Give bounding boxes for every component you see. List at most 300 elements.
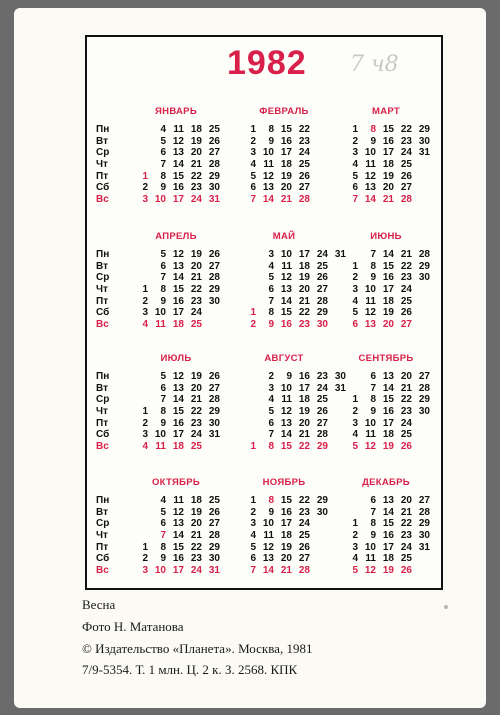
date-cell: 6 [268,284,274,296]
date-cell: 22 [190,541,202,553]
date-cell: 3 [250,518,256,530]
date-cell: 8 [268,495,274,506]
date-cell: 4 [352,295,358,307]
date-cell: 4 [142,319,148,331]
week-row [340,518,432,530]
date-cell: 24 [400,147,412,159]
date-cell: 30 [418,135,430,147]
week-row [238,565,330,577]
date-cell: 10 [154,429,166,441]
date-cell: 29 [418,124,430,135]
date-cell: 9 [286,371,292,382]
date-cell: 23 [316,371,328,382]
date-cell: 1 [250,124,256,135]
month-name: ФЕВРАЛЬ [259,106,309,117]
date-cell: 6 [250,182,256,194]
date-cell: 30 [316,319,328,331]
week-row [340,171,432,183]
date-cell: 16 [280,506,292,518]
weekday-label: Чт [96,406,108,418]
week-row [340,530,432,542]
date-cell: 16 [172,553,184,565]
date-cell: 12 [172,135,184,147]
week-row [130,307,222,319]
date-cell: 25 [400,295,412,307]
date-cell: 30 [418,530,430,542]
date-cell: 20 [400,371,412,382]
week-row [130,441,222,453]
date-cell: 14 [364,194,376,206]
date-cell: 25 [298,530,310,542]
date-cell: 5 [160,506,166,518]
date-cell: 25 [316,260,328,272]
date-cell: 5 [352,565,358,577]
date-cell: 1 [352,518,358,530]
date-cell: 28 [208,394,220,406]
date-cell: 16 [382,272,394,284]
date-cell: 17 [298,382,310,394]
date-cell: 14 [172,530,184,542]
weekday-label: Вс [96,441,109,453]
date-cell: 16 [172,417,184,429]
date-cell: 1 [250,441,256,453]
date-cell: 15 [382,518,394,530]
date-cell: 24 [190,307,202,319]
date-cell: 7 [370,506,376,518]
date-cell: 17 [172,307,184,319]
date-cell: 9 [160,182,166,194]
week-row [238,530,330,542]
date-cell: 8 [160,541,166,553]
month-4 [238,231,346,331]
date-cell: 28 [316,429,328,441]
date-cell: 13 [382,495,394,506]
weekday-label: Пт [96,417,109,429]
date-cell: 25 [400,429,412,441]
date-cell: 16 [280,319,292,331]
week-row [130,383,222,395]
date-cell: 14 [280,295,292,307]
week-row [340,182,432,194]
date-cell: 3 [268,249,274,260]
date-cell: 18 [382,159,394,171]
week-row [238,371,346,383]
weekday-label: Сб [96,182,110,194]
month-9 [130,477,222,577]
date-cell: 7 [268,295,274,307]
date-cell: 7 [160,530,166,542]
date-cell: 19 [280,541,292,553]
date-cell: 2 [268,371,274,382]
week-row [130,530,222,542]
date-cell: 22 [400,518,412,530]
month-7 [238,353,346,453]
date-cell: 31 [418,541,430,553]
date-cell: 28 [400,194,412,206]
date-cell: 17 [172,429,184,441]
week-row [130,553,222,565]
week-row [340,418,432,430]
date-cell: 31 [334,382,346,394]
date-cell: 19 [298,406,310,418]
date-cell: 18 [298,394,310,406]
week-row [130,124,222,136]
date-cell: 14 [172,394,184,406]
date-cell: 9 [370,272,376,284]
date-cell: 24 [316,249,328,260]
date-cell: 15 [280,495,292,506]
date-cell: 2 [142,417,148,429]
date-cell: 29 [316,495,328,506]
date-cell: 27 [316,417,328,429]
date-cell: 19 [382,170,394,182]
week-row [238,418,330,430]
date-cell: 17 [298,249,310,260]
week-row [340,124,432,136]
date-cell: 18 [280,159,292,171]
date-cell: 2 [142,295,148,307]
date-cell: 23 [400,135,412,147]
date-cell: 7 [250,565,256,577]
date-cell: 15 [172,406,184,418]
date-cell: 24 [190,565,202,577]
week-row [238,272,330,284]
date-cell: 7 [160,159,166,171]
week-row [340,296,432,308]
date-cell: 16 [280,135,292,147]
week-row [238,136,330,148]
date-cell: 18 [172,441,184,453]
week-row [238,284,330,296]
weekday-label: Вс [96,194,109,206]
week-row [340,406,432,418]
date-cell: 29 [208,170,220,182]
date-cell: 6 [160,260,166,272]
weekday-label: Сб [96,429,110,441]
month-name: ОКТЯБРЬ [151,477,201,488]
date-cell: 23 [298,135,310,147]
date-cell: 20 [400,495,412,506]
weekday-label: Вс [96,319,109,331]
date-cell: 12 [262,541,274,553]
date-cell: 24 [400,284,412,296]
date-cell: 26 [298,170,310,182]
week-row [238,171,330,183]
date-cell: 1 [142,406,148,418]
week-row [238,542,330,554]
date-cell: 4 [142,441,148,453]
date-cell: 22 [190,284,202,296]
footer-print-info: 7/9-5354. Т. 1 млн. Ц. 2 к. З. 2568. КПК [82,662,298,677]
date-cell: 25 [316,394,328,406]
date-cell: 17 [382,147,394,159]
date-cell: 29 [208,541,220,553]
date-cell: 5 [250,541,256,553]
week-row [340,542,432,554]
date-cell: 1 [142,170,148,182]
month-name: МАРТ [372,106,400,117]
date-cell: 11 [365,429,376,441]
week-row [340,553,432,565]
date-cell: 29 [316,307,328,319]
weekday-label: Пн [96,249,110,260]
month-name: АВГУСТ [264,353,304,364]
weekday-label: Чт [96,530,108,542]
date-cell: 10 [364,147,376,159]
date-cell: 3 [352,147,358,159]
date-cell: 4 [250,530,256,542]
date-cell: 5 [250,170,256,182]
date-cell: 18 [190,124,202,135]
date-cell: 14 [382,506,394,518]
date-cell: 2 [352,135,358,147]
date-cell: 24 [400,541,412,553]
date-cell: 14 [262,194,274,206]
date-cell: 26 [400,441,412,453]
date-cell: 4 [250,159,256,171]
date-cell: 22 [190,170,202,182]
weekday-label: Пн [96,495,110,506]
date-cell: 17 [382,284,394,296]
date-cell: 15 [382,394,394,406]
date-cell: 27 [418,371,430,382]
date-cell: 21 [190,394,202,406]
month-8 [340,353,432,453]
date-cell: 21 [298,295,310,307]
week-row [238,553,330,565]
date-cell: 25 [208,495,220,506]
date-cell: 2 [352,530,358,542]
date-cell: 27 [400,319,412,331]
date-cell: 30 [208,553,220,565]
date-cell: 9 [370,406,376,418]
date-cell: 3 [142,565,148,577]
month-name: АПРЕЛЬ [155,231,197,242]
date-cell: 20 [280,182,292,194]
date-cell: 8 [370,260,376,272]
date-cell: 19 [190,506,202,518]
weekday-column [96,249,122,331]
date-cell: 20 [382,182,394,194]
week-row [340,429,432,441]
date-cell: 26 [208,371,220,382]
date-cell: 23 [400,530,412,542]
date-cell: 26 [400,307,412,319]
date-cell: 23 [298,506,310,518]
date-cell: 11 [281,394,292,406]
date-cell: 10 [154,565,166,577]
date-cell: 8 [268,124,274,135]
week-row [340,307,432,319]
date-cell: 2 [142,182,148,194]
week-row [130,565,222,577]
date-cell: 19 [190,135,202,147]
date-cell: 11 [173,124,184,135]
date-cell: 15 [280,441,292,453]
date-cell: 17 [172,194,184,206]
week-row [130,284,222,296]
date-cell: 16 [172,295,184,307]
date-cell: 1 [142,284,148,296]
date-cell: 6 [250,553,256,565]
date-cell: 1 [250,307,256,319]
week-row [340,159,432,171]
date-cell: 31 [418,147,430,159]
date-cell: 13 [382,371,394,382]
week-row [238,249,346,261]
month-name: ИЮНЬ [370,231,402,242]
date-cell: 29 [418,394,430,406]
date-cell: 12 [172,506,184,518]
date-cell: 5 [268,406,274,418]
date-cell: 5 [352,170,358,182]
date-cell: 14 [262,565,274,577]
week-row [130,542,222,554]
week-row [340,394,432,406]
date-cell: 8 [268,441,274,453]
date-cell: 12 [280,406,292,418]
date-cell: 13 [172,260,184,272]
date-cell: 18 [280,530,292,542]
date-cell: 11 [281,260,292,272]
week-row [130,171,222,183]
date-cell: 3 [142,429,148,441]
weekday-label: Сб [96,307,110,319]
date-cell: 1 [142,541,148,553]
date-cell: 30 [334,371,346,382]
date-cell: 8 [370,124,376,135]
date-cell: 24 [190,194,202,206]
date-cell: 23 [400,272,412,284]
week-row [238,261,330,273]
week-row [340,319,432,331]
date-cell: 20 [190,382,202,394]
week-row [130,507,222,519]
date-cell: 16 [382,530,394,542]
date-cell: 1 [352,260,358,272]
date-cell: 21 [400,382,412,394]
weekday-label: Ср [96,518,110,530]
date-cell: 21 [190,530,202,542]
week-row [130,296,222,308]
date-cell: 17 [280,518,292,530]
date-cell: 24 [400,417,412,429]
date-cell: 3 [142,307,148,319]
date-cell: 13 [280,284,292,296]
footer-publisher: © Издательство «Планета». Москва, 1981 [82,641,313,656]
date-cell: 24 [316,382,328,394]
weekday-column [96,371,122,453]
weekday-label: Сб [96,553,110,565]
date-cell: 26 [208,506,220,518]
weekday-label: Вт [96,135,108,147]
week-row [340,261,432,273]
date-cell: 10 [364,284,376,296]
date-cell: 20 [298,284,310,296]
date-cell: 7 [160,272,166,284]
date-cell: 30 [208,182,220,194]
date-cell: 16 [382,406,394,418]
handwritten-note: 7 ч8 [350,52,399,77]
date-cell: 30 [316,506,328,518]
weekday-label: Вт [96,506,108,518]
week-row [238,194,330,206]
date-cell: 10 [154,307,166,319]
date-cell: 25 [208,124,220,135]
date-cell: 4 [160,124,166,135]
week-row [340,441,432,453]
date-cell: 4 [268,260,274,272]
week-row [130,406,222,418]
date-cell: 27 [208,147,220,159]
week-row [130,194,222,206]
date-cell: 13 [364,182,376,194]
weekday-column [96,495,122,577]
date-cell: 19 [280,170,292,182]
week-row [130,261,222,273]
date-cell: 14 [172,159,184,171]
date-cell: 5 [160,249,166,260]
date-cell: 5 [268,272,274,284]
week-row [130,429,222,441]
week-row [238,307,330,319]
week-row [238,159,330,171]
date-cell: 11 [263,530,274,542]
date-cell: 1 [352,394,358,406]
date-cell: 22 [190,406,202,418]
weekday-label: Пт [96,295,109,307]
date-cell: 21 [280,194,292,206]
date-cell: 6 [160,518,166,530]
date-cell: 9 [268,319,274,331]
date-cell: 10 [280,249,292,260]
date-cell: 24 [190,429,202,441]
date-cell: 6 [370,495,376,506]
date-cell: 8 [370,518,376,530]
date-cell: 25 [400,159,412,171]
week-row [238,296,330,308]
date-cell: 11 [263,159,274,171]
date-cell: 30 [208,417,220,429]
date-cell: 4 [160,495,166,506]
date-cell: 27 [208,382,220,394]
weekday-label: Вт [96,382,108,394]
date-cell: 10 [364,417,376,429]
date-cell: 14 [382,249,394,260]
date-cell: 2 [250,506,256,518]
month-0 [130,106,222,206]
date-cell: 11 [155,441,166,453]
date-cell: 23 [190,295,202,307]
week-row [340,249,432,261]
date-cell: 21 [400,249,412,260]
week-row [340,371,432,383]
date-cell: 15 [382,124,394,135]
date-cell: 17 [382,541,394,553]
date-cell: 22 [298,124,310,135]
date-cell: 12 [364,565,376,577]
date-cell: 20 [382,319,394,331]
date-cell: 2 [250,319,256,331]
weekday-label: Ср [96,394,110,406]
date-cell: 12 [364,307,376,319]
date-cell: 11 [365,553,376,565]
month-5 [340,231,432,331]
week-row [238,394,330,406]
date-cell: 20 [190,260,202,272]
date-cell: 8 [268,307,274,319]
month-name: ДЕКАБРЬ [362,477,410,488]
